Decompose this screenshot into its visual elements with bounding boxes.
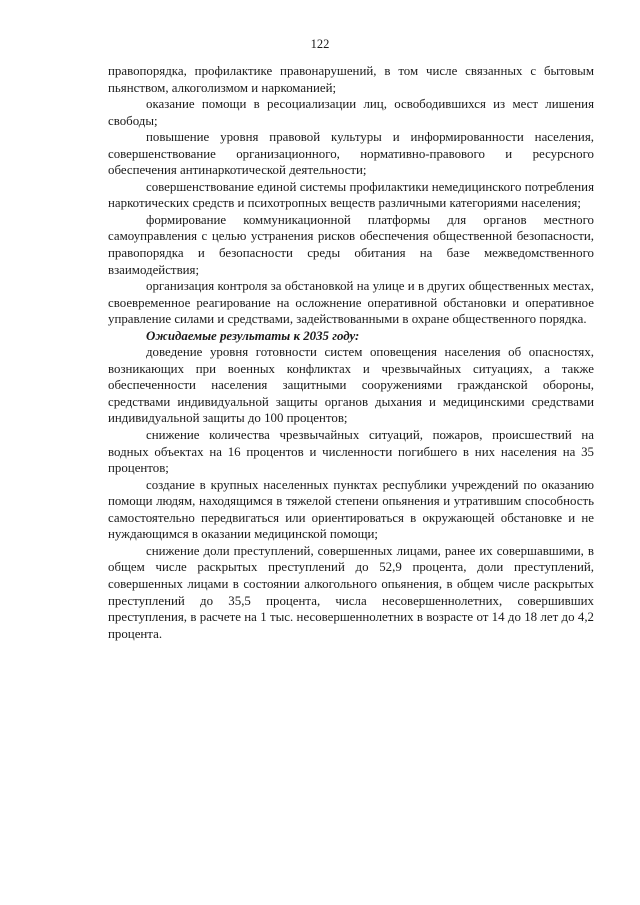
- paragraph-result-2: снижение количества чрезвычайных ситуаций, пожаров, происшествий на водных объектах на 16 процентов и численности погибшего в них населения на 35 процентов;: [108, 428, 594, 476]
- results-heading: Ожидаемые результаты к 2035 году:: [146, 328, 360, 343]
- paragraph-measures-4: совершенствование единой системы профилактики немедицинского потребления наркотических средств и психотропных веществ различными категориями населения;: [108, 179, 594, 211]
- paragraph-measures-1: правопорядка, профилактике правонарушений, в том числе связанных с бытовым пьянством, алкоголизмом и наркоманией;: [108, 64, 594, 95]
- paragraph-result-4: снижение доли преступлений, совершенных лицами, ранее их совершавшими, в общем числе раскрытых преступлений до 52,9 процента, доли преступлений, совершенных лицами в состоянии алкогольного опьянения, в общем числе раскрытых преступлений до 35,5 процента, числа несовершеннолетних, совершивших преступления, в расчете на 1 тыс. несовершеннолетних в возрасте от 14 до 18 лет до 4,2 процента.: [108, 543, 594, 641]
- paragraph-measures-6: организация контроля за обстановкой на улице и в других общественных местах, своевременное реагирование на осложнение оперативной обстановки и оперативное управление силами и средствами, задействованными в охране общественного порядка.: [108, 279, 594, 327]
- paragraph-measures-3: повышение уровня правовой культуры и информированности населения, совершенствование организационного, нормативно-правового и ресурсного обеспечения антинаркотической деятельности;: [108, 130, 594, 178]
- paragraph-measures-5: формирование коммуникационной платформы для органов местного самоуправления с целью устранения рисков обеспечения общественной безопасности, правопорядка и безопасности среды обитания на базе межведомственного взаимодействия;: [108, 212, 594, 277]
- paragraph-result-3: создание в крупных населенных пунктах республики учреждений по оказанию помощи людям, находящимся в тяжелой степени опьянения и утратившим способность самостоятельно передвигаться или ориентироваться в окружающей обстановке и не нуждающимся в оказании медицинской помощи;: [108, 477, 594, 542]
- paragraph-measures-2: оказание помощи в ресоциализации лиц, освободившихся из мест лишения свободы;: [108, 97, 594, 128]
- document-body: [108, 63, 594, 642]
- page-number: 122: [310, 37, 330, 51]
- paragraph-result-1: доведение уровня готовности систем оповещения населения об опасностях, возникающих при военных конфликтах и чрезвычайных ситуациях, а также обеспеченности населения защитными сооружениями гражданской обороны, средствами индивидуальной защиты органов дыхания и медицинскими средствами индивидуальной защиты до 100 процентов;: [108, 345, 594, 426]
